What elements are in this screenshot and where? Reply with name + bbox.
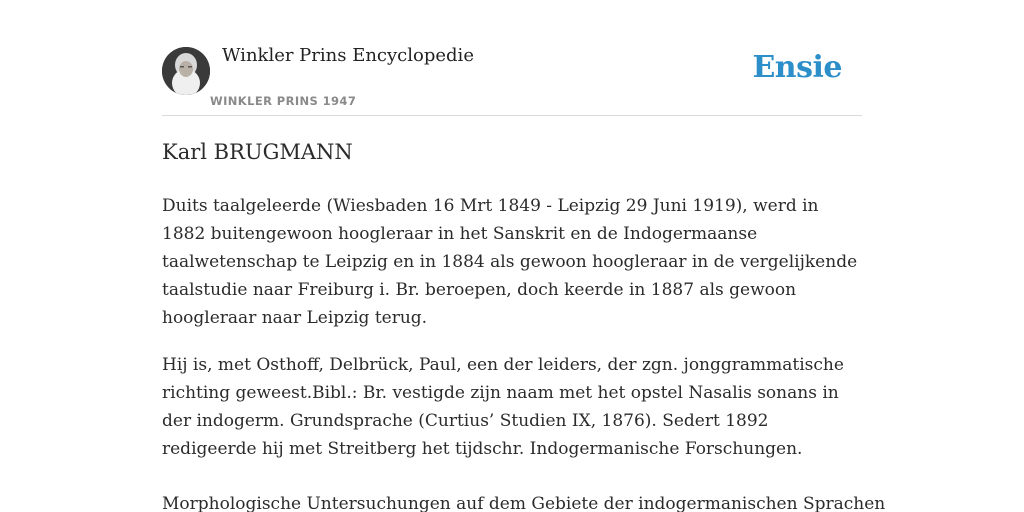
source-title[interactable]: Winkler Prins Encyclopedie bbox=[222, 45, 474, 66]
article-header bbox=[162, 0, 862, 116]
source-edition-label[interactable]: WINKLER PRINS 1947 bbox=[210, 94, 357, 108]
article-paragraph: Hij is, met Osthoff, Delbrück, Paul, een der leiders, der zgn. jonggrammatische richting geweest.Bibl.: Br. vestigde zijn naam met het opstel Nasalis sonans in der indogerm. Grundsprache (Curtius’ Studien IX, 1876). Sedert 1892 redigeerde hij met Streitberg het tijdschr. Indogermanische Forschungen. bbox=[162, 355, 844, 459]
article-paragraph: Morphologische Untersuchungen auf dem Gebiete der indogermanischen Sprachen bbox=[162, 494, 886, 512]
article-title: Karl BRUGMANN bbox=[162, 140, 353, 164]
ensie-logo[interactable]: Ensie bbox=[752, 50, 842, 85]
article-paragraph: Duits taalgeleerde (Wiesbaden 16 Mrt 1849 - Leipzig 29 Juni 1919), werd in 1882 buitengewoon hoogleraar in het Sanskrit en de Indogermaanse taalwetenschap te Leipzig en in 1884 als gewoon hoogleraar in de vergelijkende taalstudie naar Freiburg i. Br. beroepen, doch keerde in 1887 als gewoon hoogleraar naar Leipzig terug. bbox=[162, 196, 858, 328]
portrait-avatar-icon[interactable] bbox=[162, 47, 210, 95]
